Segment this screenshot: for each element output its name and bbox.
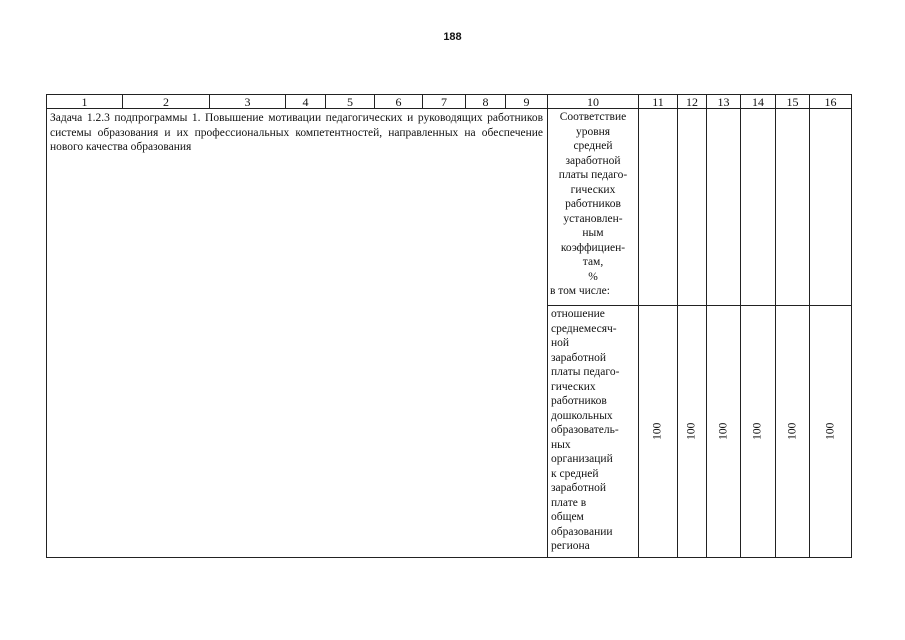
indicator-line: заработной <box>565 154 621 167</box>
sub-indicator-line: к средней <box>551 467 599 480</box>
value-cell <box>678 306 707 558</box>
column-number: 14 <box>741 95 776 109</box>
value-text: 100 <box>786 422 799 441</box>
task-cell <box>47 109 548 558</box>
sub-indicator-line: ных <box>551 438 571 451</box>
empty-cell <box>741 109 776 306</box>
value-text: 100 <box>651 422 664 441</box>
indicator-line: коэффициен- <box>560 241 626 254</box>
column-number: 7 <box>423 95 466 109</box>
sub-indicator-line: работников <box>551 395 607 407</box>
sub-indicator-line: организаций <box>551 453 613 465</box>
empty-cell <box>639 109 678 306</box>
sub-indicator-cell <box>548 306 639 558</box>
value-cell <box>639 306 678 558</box>
sub-indicator-line: гических <box>551 380 596 393</box>
value-cell <box>776 306 810 558</box>
column-number: 5 <box>326 95 375 109</box>
empty-cell <box>810 109 852 306</box>
column-number: 12 <box>678 95 707 109</box>
indicator-line: ным <box>582 227 604 239</box>
indicator-row <box>47 109 852 306</box>
indicator-cell <box>548 109 639 306</box>
sub-indicator-line: плате в <box>551 496 587 509</box>
column-number: 13 <box>707 95 741 109</box>
column-number: 15 <box>776 95 810 109</box>
sub-indicator-line: заработной <box>551 351 607 364</box>
value-text: 100 <box>751 422 764 441</box>
sub-indicator-line: заработной <box>551 482 607 494</box>
task-text: Задача 1.2.3 подпрограммы 1. Повышение мотивации педагогических и руководящих работников системы образования и их профессиональных компетентностей, направленных на обеспечение нового качества образования <box>50 112 543 153</box>
including-label: в том числе: <box>550 285 610 297</box>
indicator-line: уровня <box>575 125 611 138</box>
indicator-line: установлен- <box>563 212 623 225</box>
indicator-line: Соответствие <box>559 111 627 123</box>
sub-indicator-line: образовании <box>551 525 613 538</box>
column-number: 11 <box>639 95 678 109</box>
column-number: 1 <box>47 95 123 109</box>
column-number: 10 <box>548 95 639 109</box>
indicator-line: гических <box>570 183 616 196</box>
column-number: 3 <box>210 95 286 109</box>
sub-indicator-line: образователь- <box>551 424 619 436</box>
column-number: 16 <box>810 95 852 109</box>
value-text: 100 <box>717 422 730 441</box>
document-table <box>46 94 852 558</box>
value-cell <box>741 306 776 558</box>
value-text: 100 <box>824 422 837 441</box>
column-number: 2 <box>123 95 210 109</box>
column-number-row <box>47 95 852 109</box>
indicator-line: платы педаго- <box>558 169 628 181</box>
sub-indicator-line: общем <box>551 511 584 523</box>
column-number: 4 <box>286 95 326 109</box>
indicator-line: работников <box>565 198 621 210</box>
empty-cell <box>776 109 810 306</box>
sub-indicator-line: среднемесяч- <box>551 322 617 335</box>
sub-indicator-line: ной <box>551 337 570 349</box>
sub-indicator-line: платы педаго- <box>551 366 620 378</box>
empty-cell <box>707 109 741 306</box>
sub-indicator-line: дошкольных <box>551 409 613 422</box>
value-text: 100 <box>685 422 698 441</box>
empty-cell <box>678 109 707 306</box>
column-number: 6 <box>375 95 423 109</box>
value-cell <box>707 306 741 558</box>
column-number: 8 <box>466 95 506 109</box>
column-number: 9 <box>506 95 548 109</box>
sub-indicator-line: региона <box>551 540 590 552</box>
page-number: 188 <box>443 31 462 43</box>
value-cell <box>810 306 852 558</box>
indicator-line: % <box>588 270 598 283</box>
sub-indicator-line: отношение <box>551 308 605 320</box>
indicator-line: там, <box>582 256 604 268</box>
indicator-line: средней <box>573 140 613 152</box>
